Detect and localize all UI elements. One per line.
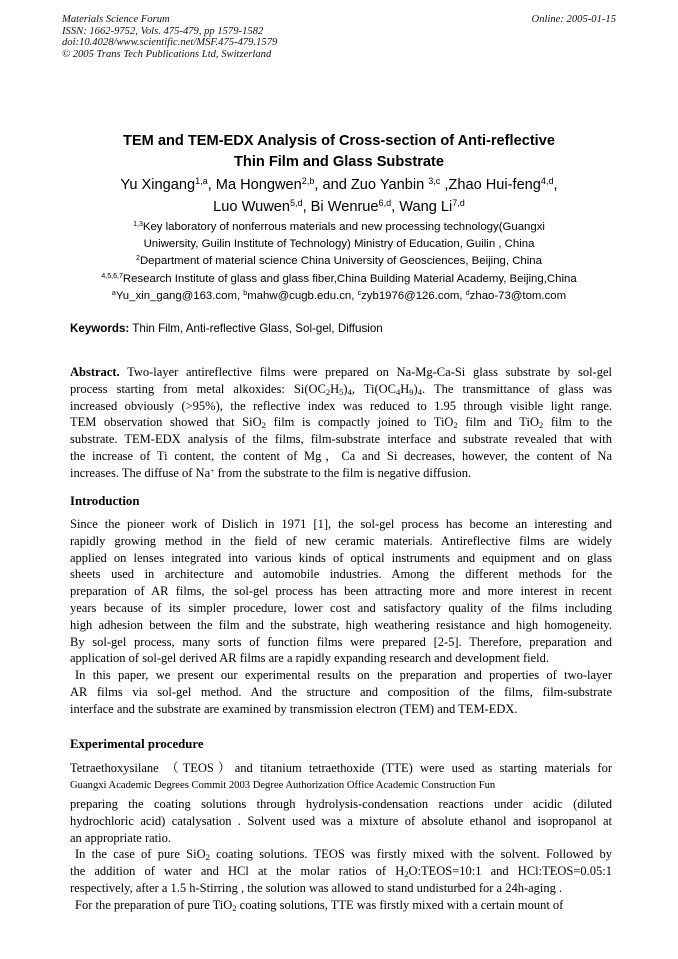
text-run: hydrochloric acid) catalysation . Solvent used was a mixture of absolute ethanol and isopropanol at [70, 813, 612, 828]
text-run: By sol-gel process, many sorts of function films were prepared [2-5]. Therefore, preparation and [70, 634, 612, 649]
text-run: TEM observation showed that SiO [70, 415, 262, 430]
authors [0, 174, 678, 218]
text-run: ) [343, 381, 348, 396]
text-run: O:TEOS=10:1 and HCl:TEOS=0.05:1 [408, 864, 612, 879]
superscript: 4,5,6,7 [101, 272, 123, 280]
text-run: H [330, 381, 340, 396]
text-run: preparing the coating solutions through hydrolysis-condensation reactions under acidic (diluted [70, 797, 612, 811]
subscript: 4 [417, 386, 422, 397]
text-line [0, 271, 678, 288]
subscript: 2 [232, 902, 237, 913]
superscript: d [465, 289, 470, 297]
text-run: zyb1976@126.com, [361, 289, 466, 302]
text-run: AR films via sol-gel method. And the structure and composition of the films, film-substrate [70, 684, 612, 699]
text-line [70, 600, 612, 617]
superscript: + [210, 465, 215, 475]
abstract [70, 364, 612, 482]
text-run: Research Institute of glass and glass fiber,China Building Material Academy, Beijing,China [122, 272, 577, 285]
text-line [70, 381, 612, 398]
text-line [70, 398, 612, 415]
text-line [70, 448, 612, 465]
text-run: film to the [543, 415, 612, 430]
text-run: process starting from metal alkoxides: Si(OC [70, 381, 326, 396]
copyright: © 2005 Trans Tech Publications Ltd, Switzerland [62, 48, 272, 60]
superscript: 2,b [301, 176, 315, 187]
subscript: 9 [409, 386, 414, 397]
text-run: interface and the substrate are examined by transmission electron (TEM) and TEM-EDX. [70, 701, 518, 716]
text-line [70, 550, 612, 567]
text-run: , Wang Li [391, 199, 453, 215]
subscript: 2 [538, 420, 544, 431]
text-run: rapidly growing method in the field of new ceramic materials. Antireflective films are widely [70, 533, 612, 548]
text-run: ,Zhao Hui-feng [440, 177, 541, 193]
text-line [70, 667, 612, 684]
text-run: respectively, after a 1.5 h-Stirring , the solution was allowed to stand undisturbed for a 24h-aging . [70, 880, 563, 895]
superscript: 5,d [289, 198, 303, 209]
superscript: 1,3 [133, 221, 143, 229]
text-run: substrate. TEM-EDX analysis of the films, film-substrate interface and substrate revealed that with [70, 432, 612, 447]
text-run: years because of its simpler procedure, lower cost and satisfactory quality of the films including [70, 600, 612, 615]
keywords-text: Thin Film, Anti-reflective Glass, Sol-gel, Diffusion [129, 322, 383, 335]
text-run: Department of material science China University of Geosciences, Beijing, China [139, 255, 542, 268]
text-line [70, 414, 612, 431]
affiliations [0, 219, 678, 305]
text-line [70, 760, 612, 777]
text-line [70, 650, 612, 667]
experimental-first-line [70, 760, 612, 777]
text-run: from the substrate to the film is negative diffusion. [214, 465, 472, 480]
text-run: preparation of AR films, the sol-gel process has been attracting more and more interest in recent [70, 584, 612, 599]
text-line [70, 863, 612, 880]
text-run: , and Zuo Yanbin [314, 177, 429, 193]
text-line [70, 617, 612, 634]
text-line [70, 880, 612, 897]
text-run: Yu_xin_gang@163.com, [115, 289, 244, 302]
text-run: an appropriate ratio. [70, 830, 171, 845]
text-run: , Ma Hongwen [207, 177, 302, 193]
text-line [0, 196, 678, 218]
text-line [70, 684, 612, 701]
text-run: application of sol-gel derived AR films are a rapidly expanding research and development field. [70, 651, 550, 666]
text-run: Two-layer antireflective films were prepared on Na-Mg-Ca-Si glass substrate by sol-gel [119, 365, 612, 379]
issn: ISSN: 1662-9752, Vols. 475-479, pp 1579-1582 [62, 25, 264, 37]
text-run: the addition of water and HCl at the molar ratios of H [70, 864, 405, 879]
text-line [70, 846, 612, 863]
text-line [70, 796, 612, 813]
introduction-body [70, 516, 612, 718]
text-run: Since the pioneer work of Dislich in 1971 [1], the sol-gel process has become an interesting and [70, 517, 612, 531]
text-line [0, 174, 678, 196]
text-line [70, 533, 612, 550]
paper-title [0, 131, 678, 173]
superscript: 4,d [540, 176, 554, 187]
text-line [70, 897, 612, 914]
section-label: Abstract. [70, 365, 120, 379]
text-run: Uniwersity, Guilin Institute of Technology) Ministry of Education, Guilin , China [143, 238, 535, 251]
text-line [0, 219, 678, 236]
subscript: 2 [261, 420, 266, 431]
funding-footnote: Guangxi Academic Degrees Commit 2003 Degree Authorization Office Academic Construction Fun [70, 780, 496, 791]
text-run: H [400, 381, 410, 396]
text-run: Luo Wuwen [213, 199, 290, 215]
superscript: 7,d [452, 198, 465, 209]
text-line [70, 701, 612, 718]
superscript: 6,d [378, 198, 392, 209]
text-run: coating solutions. TEOS was firstly mixed with the solvent. Followed by [209, 847, 612, 862]
text-run: film is compactly joined to TiO [265, 415, 454, 430]
subscript: 2 [453, 420, 458, 431]
introduction-heading: Introduction [70, 494, 140, 508]
text-line [70, 516, 612, 533]
text-run: . The transmittance of glass was [421, 381, 612, 396]
subscript: 4 [396, 386, 401, 397]
title-line: TEM and TEM-EDX Analysis of Cross-section of Anti-reflective [123, 133, 555, 149]
text-line [0, 288, 678, 305]
text-run: For the preparation of pure TiO [75, 897, 233, 912]
text-run: coating solutions, TTE was firstly mixed with a certain mount of [236, 897, 564, 912]
keywords [70, 322, 383, 335]
text-run: Tetraethoxysilane （TEOS）and titanium tetraethoxide (TTE) were used as starting materials for [70, 761, 612, 775]
text-run: ) [413, 381, 418, 396]
superscript: 3,c [428, 176, 441, 187]
online-date: Online: 2005-01-15 [531, 14, 616, 25]
superscript: 2 [136, 255, 140, 263]
text-line [70, 566, 612, 583]
text-line [70, 813, 612, 830]
text-line [70, 583, 612, 600]
text-run: sheets used in architecture and automobile industries. Among the different methods for the [70, 567, 612, 582]
text-run: increased obviously (>95%), the reflective index was reduced to 1.95 through visible light range. [70, 398, 612, 413]
subscript: 2 [404, 869, 409, 880]
experimental-body [70, 796, 612, 914]
text-run: zhao-73@tom.com [469, 289, 567, 302]
experimental-heading: Experimental procedure [70, 737, 204, 751]
superscript: b [243, 289, 248, 297]
text-run: applied on lenses integrated into various kinds of optical instruments and equipment and on glass [70, 550, 612, 565]
subscript: 5 [339, 386, 344, 397]
text-run: high adhesion between the film and the substrate, high weathering resistance and high homogeneity. [70, 617, 612, 632]
text-line [0, 236, 678, 253]
subscript: 2 [325, 386, 331, 397]
title-line: Thin Film and Glass Substrate [233, 154, 445, 170]
text-run: increases. The diffuse of Na [70, 465, 211, 480]
subscript: 2 [205, 852, 210, 863]
text-run: , Bi Wenrue [302, 199, 379, 215]
text-run: film and TiO [457, 415, 539, 430]
text-run: Key laboratory of nonferrous materials and new processing technology(Guangxi [142, 221, 545, 233]
keywords-label: Keywords: [70, 322, 130, 335]
text-line [70, 431, 612, 448]
text-run: In the case of pure SiO [75, 847, 206, 862]
text-run: Yu Xingang [120, 177, 196, 193]
text-run: In this paper, we present our experimental results on the preparation and properties of two-layer [75, 668, 612, 683]
superscript: a [111, 289, 116, 297]
superscript: c [357, 289, 362, 297]
text-run: , [553, 177, 558, 193]
doi: doi:10.4028/www.scientific.net/MSF.475-479.1579 [62, 37, 278, 49]
subscript: 4 [347, 386, 352, 397]
superscript: 1,a [195, 176, 208, 187]
journal-name: Materials Science Forum [62, 14, 170, 25]
text-line [70, 830, 612, 847]
text-line [70, 364, 612, 381]
text-line [0, 253, 678, 270]
text-line [70, 465, 612, 482]
text-run: , Ti(OC [351, 381, 397, 396]
text-run: mahw@cugb.edu.cn, [247, 289, 358, 302]
text-line [70, 634, 612, 651]
text-run: the increase of Ti content, the content of Mg，Ca and Si decreases, however, the content of Na [70, 448, 612, 463]
